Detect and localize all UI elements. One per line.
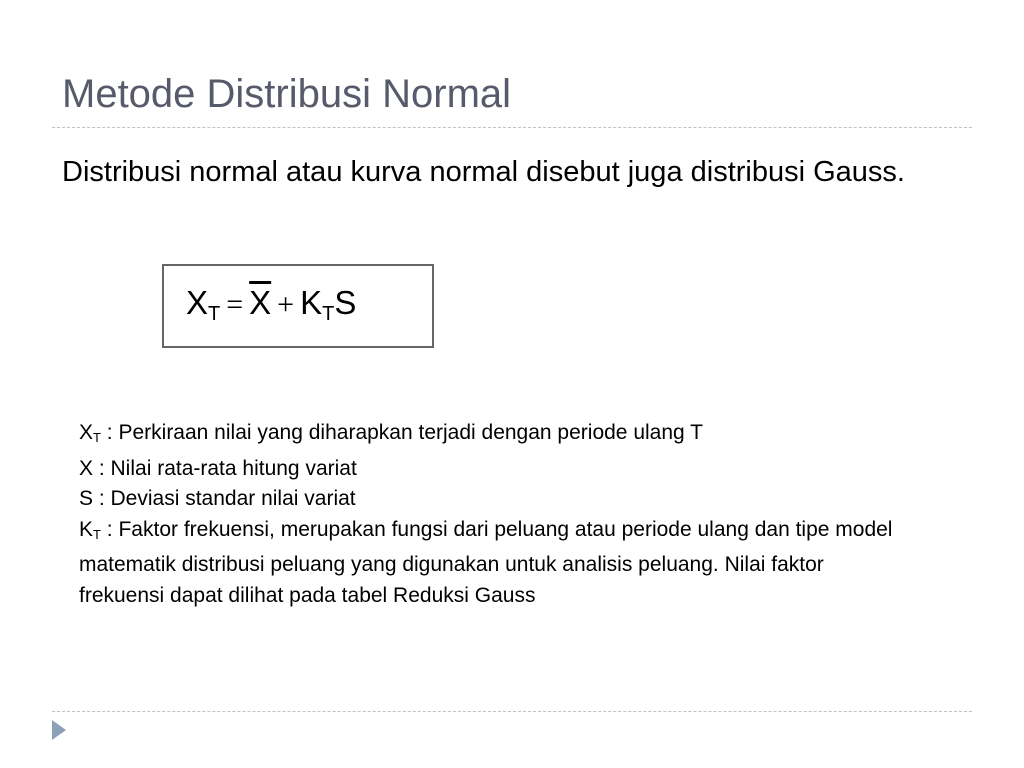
formula-plus: + [277,288,295,321]
formula [186,284,356,326]
formula-lhs: X [186,284,209,321]
definition-text: : Perkiraan nilai yang diharapkan terjadi dengan periode ulang T [100,421,703,444]
definition-symbol: S [79,487,94,510]
formula-lhs-sub: T [208,303,221,325]
triangle-right-icon[interactable] [52,720,66,740]
definition-symbol: X [79,456,94,480]
formula-k-sub: T [322,303,335,325]
formula-box [162,264,434,348]
definition-subscript: T [93,526,101,542]
definitions [79,418,909,611]
definition-subscript: T [93,430,101,445]
formula-equals: = [226,288,244,321]
definition-text: : Faktor frekuensi, merupakan fungsi dari peluang atau periode ulang dan tipe model matematik distribusi peluang yang digunakan untuk analisis peluang. Nilai faktor frekuensi dapat dilihat pada tabel Reduksi Gauss [79,517,893,607]
definition-symbol: K [79,517,94,541]
intro-text: Distribusi normal atau kurva normal disebut juga distribusi Gauss. [62,156,905,188]
definition-symbol: X [79,421,94,444]
slide-title: Metode Distribusi Normal [62,72,512,116]
footer-divider [52,711,972,712]
definition-text: : Deviasi standar nilai variat [93,487,356,510]
definition-text: : Nilai rata-rata hitung variat [93,456,357,480]
formula-k: K [300,284,323,321]
title-divider [52,127,972,128]
formula-mean: $\overline{X}$ [249,284,272,321]
formula-s: S [334,284,357,321]
definition-kt [79,515,909,612]
definition-xt [79,418,909,454]
definition-x [79,454,909,485]
definition-s [79,484,909,515]
